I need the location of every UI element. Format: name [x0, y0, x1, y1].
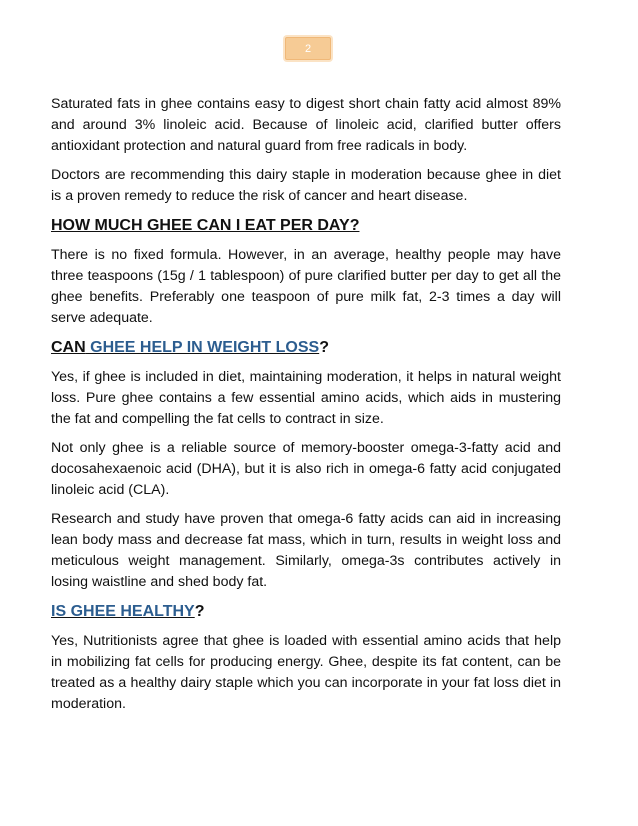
section-heading-weight-loss [51, 337, 561, 359]
heading-link[interactable]: IS GHEE HEALTHY [51, 603, 195, 620]
heading-text: HOW MUCH GHEE CAN I EAT PER DAY? [51, 217, 360, 234]
section-heading-how-much-ghee [51, 215, 561, 237]
heading-text: ? [319, 339, 329, 356]
section-paragraph: Yes, Nutritionists agree that ghee is loaded with essential amino acids that help in mobilizing fat cells for producing energy. Ghee, despite its fat content, can be treated as a healthy dairy staple which you can incorporate in your fat loss diet in moderation. [51, 633, 561, 712]
section-paragraph: Yes, if ghee is included in diet, maintaining moderation, it helps in natural weight loss. Pure ghee contains a few essential amino acids, which aids in mustering the fat and compelling the fat cells to contract in size. [51, 369, 561, 427]
section-paragraph: There is no fixed formula. However, in an average, healthy people may have three teaspoons (15g / 1 tablespoon) of pure clarified butter per day to get all the ghee benefits. Preferably one teaspoon of pure milk fat, 2-3 times a day will serve adequate. [51, 247, 561, 326]
heading-text: CAN [51, 339, 86, 356]
intro-paragraph: Doctors are recommending this dairy staple in moderation because ghee in diet is a proven remedy to reduce the risk of cancer and heart disease. [51, 167, 561, 204]
heading-link[interactable]: GHEE HELP IN WEIGHT LOSS [85, 339, 320, 356]
section-heading-is-ghee-healthy [51, 601, 561, 623]
page-number: 2 [304, 42, 312, 55]
document-body [51, 94, 561, 723]
intro-paragraph: Saturated fats in ghee contains easy to digest short chain fatty acid almost 89% and around 3% linoleic acid. Because of linoleic acid, clarified butter offers antioxidant protection and natural guard from free radicals in body. [51, 96, 561, 154]
heading-text: ? [194, 603, 205, 620]
page-number-badge [285, 37, 331, 60]
section-paragraph: Research and study have proven that omega-6 fatty acids can aid in increasing lean body mass and decrease fat mass, which in turn, results in weight loss and meticulous weight management. Similarly, omega-3s contributes actively in losing waistline and shed body fat. [51, 511, 561, 590]
section-paragraph: Not only ghee is a reliable source of memory-booster omega-3-fatty acid and docosahexaenoic acid (DHA), but it is also rich in omega-6 fatty acid conjugated linoleic acid (CLA). [51, 440, 561, 498]
